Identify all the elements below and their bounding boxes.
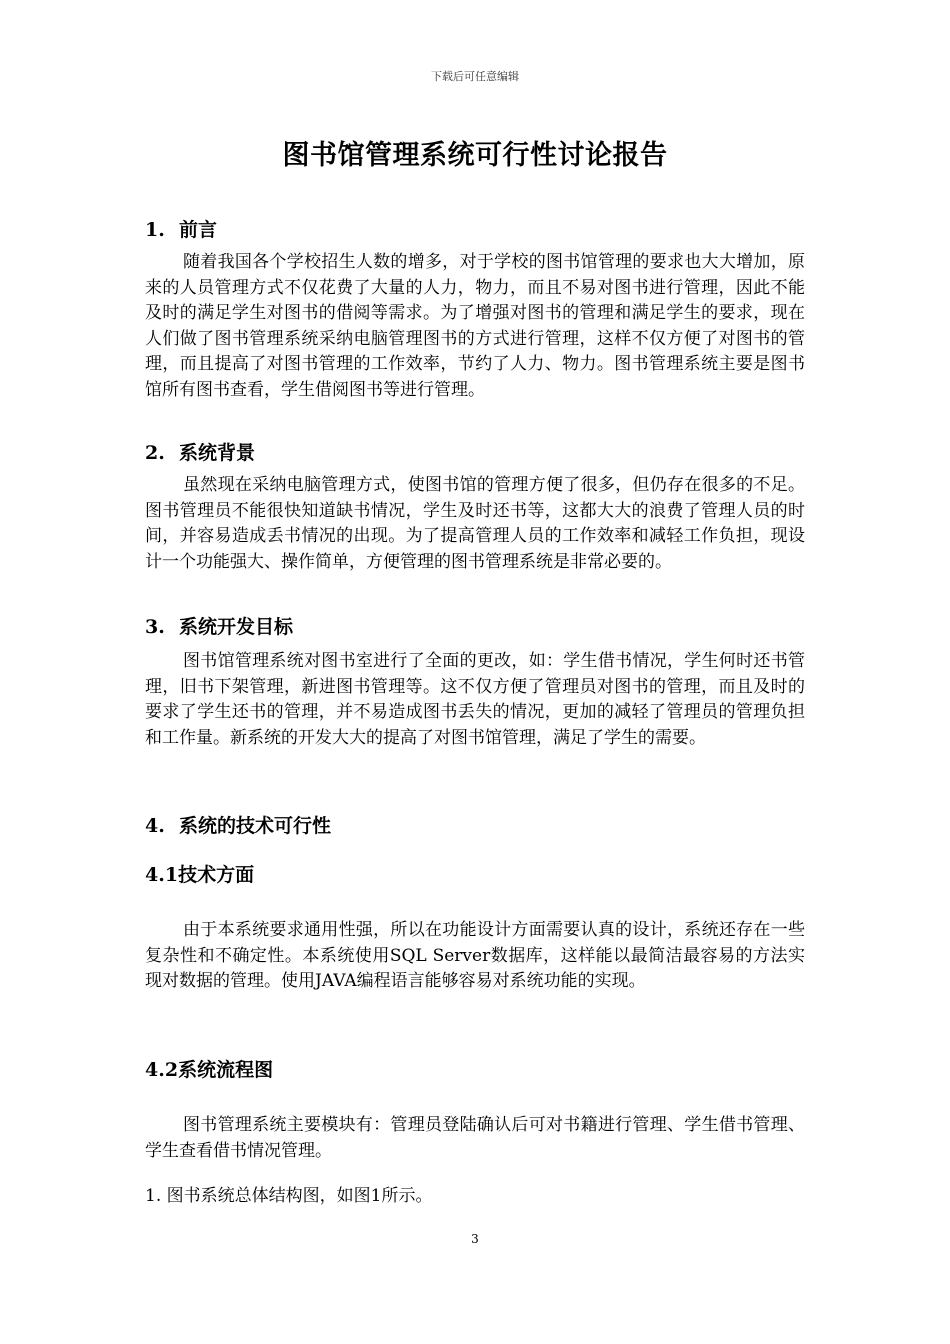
section-title: 系统开发目标 [179, 616, 294, 638]
list-item: 1. 图书系统总体结构图，如图1所示。 [145, 1186, 433, 1206]
subsection-title: 技术方面 [178, 864, 255, 886]
page-number: 3 [471, 1232, 479, 1246]
subsection-heading-technology [145, 860, 254, 887]
subsection-title: 系统流程图 [178, 1059, 274, 1081]
subsection-number: 4.1 [145, 864, 179, 886]
section-title: 前言 [179, 219, 218, 241]
section-heading-technical-feasibility [145, 811, 331, 838]
section-title: 系统背景 [179, 442, 256, 464]
subsection-body-flowchart: 图书管理系统主要模块有：管理员登陆确认后可对书籍进行管理、学生借书管理、学生查看借书情况管理。 [145, 1115, 805, 1161]
section-body-background: 虽然现在采纳电脑管理方式，使图书馆的管理方便了很多，但仍存在很多的不足。图书管理员不能很快知道缺书情况，学生及时还书等，这都大大的浪费了管理人员的时间，并容易造成丢书情况的出现。为了提高管理人员的工作效率和减轻工作负担，现设计一个功能强大、操作简单，方便管理的图书管理系统是非常必要的。 [145, 475, 805, 572]
section-heading-background [145, 438, 255, 465]
section-number: 3. [145, 616, 165, 638]
section-body-goals: 图书馆管理系统对图书室进行了全面的更改，如：学生借书情况，学生何时还书管理，旧书下架管理，新进图书管理等。这不仅方便了管理员对图书的管理，而且及时的要求了学生还书的管理，并不易造成图书丢失的情况，更加的减轻了管理员的管理负担和工作量。新系统的开发大大的提高了对图书馆管理，满足了学生的需要。 [145, 651, 805, 748]
document-title: 图书馆管理系统可行性讨论报告 [282, 140, 668, 171]
subsection-number: 4.2 [145, 1059, 179, 1081]
subsection-heading-flowchart [145, 1055, 273, 1082]
section-number: 1. [145, 219, 165, 241]
section-title: 系统的技术可行性 [179, 815, 332, 837]
section-number: 2. [145, 442, 165, 464]
page-header-note: 下载后可任意编辑 [431, 70, 519, 83]
section-heading-goals [145, 612, 293, 639]
section-body-intro: 随着我国各个学校招生人数的增多，对于学校的图书馆管理的要求也大大增加，原来的人员管理方式不仅花费了大量的人力，物力，而且不易对图书进行管理，因此不能及时的满足学生对图书的借阅等需求。为了增强对图书的管理和满足学生的要求，现在人们做了图书管理系统采纳电脑管理图书的方式进行管理，这样不仅方便了对图书的管理，而且提高了对图书管理的工作效率，节约了人力、物力。图书管理系统主要是图书馆所有图书查看，学生借阅图书等进行管理。 [145, 252, 805, 400]
section-number: 4. [145, 815, 165, 837]
section-heading-intro [145, 215, 217, 242]
subsection-body-technology: 由于本系统要求通用性强，所以在功能设计方面需要认真的设计，系统还存在一些复杂性和不确定性。本系统使用SQL Server数据库，这样能以最简洁最容易的方法实现对数据的管理。使用JAVA编程语言能够容易对系统功能的实现。 [145, 920, 805, 991]
